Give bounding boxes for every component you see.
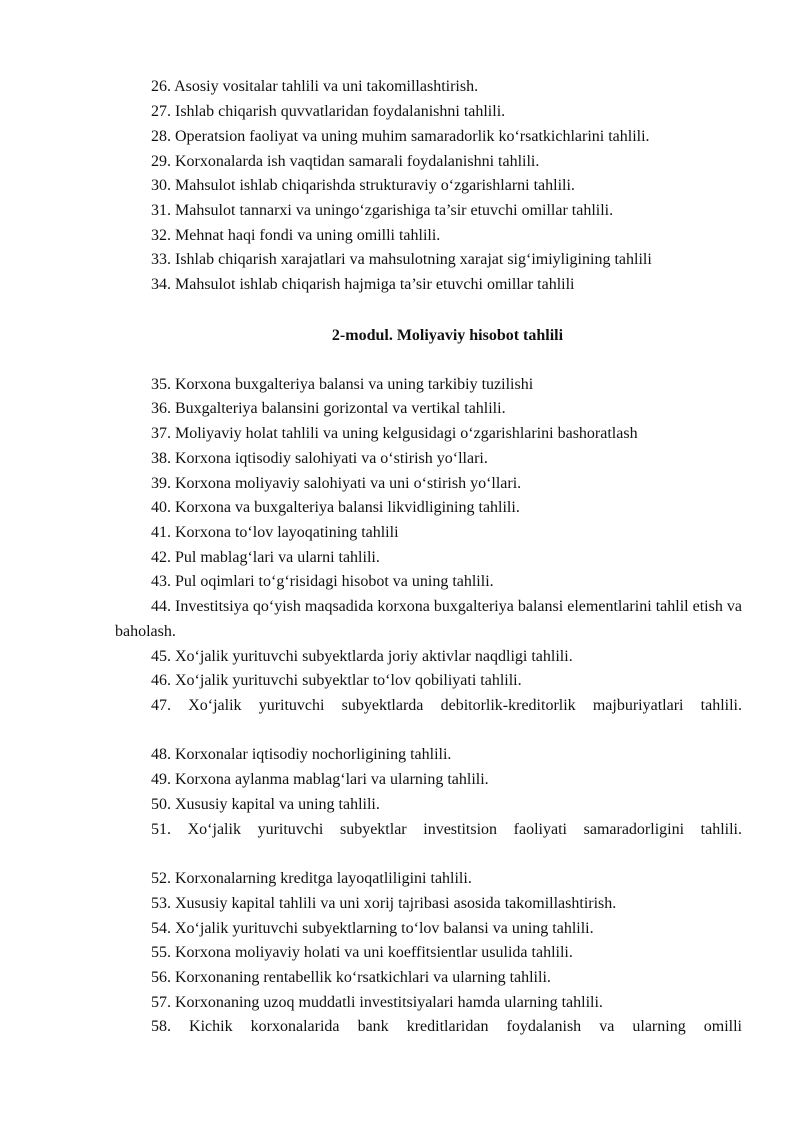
module-heading: 2-modul. Moliyaviy hisobot tahlili [331,327,564,344]
list-item: 45. Xo‘jalik yurituvchi subyektlarda joriy aktivlar naqdligi tahlili. [151,648,573,665]
list-item: 53. Xususiy kapital tahlili va uni xorij tajribasi asosida takomillashtirish. [151,895,617,912]
list-item: 38. Korxona iqtisodiy salohiyati va o‘stirish yo‘llari. [151,450,488,467]
list-item: 37. Moliyaviy holat tahlili va uning kelgusidagi o‘zgarishlarini bashoratlash [151,425,638,442]
list-item: 27. Ishlab chiqarish quvvatlaridan foydalanishni tahlili. [151,103,506,120]
list-item: 52. Korxonalarning kreditga layoqatliligini tahlili. [151,870,472,887]
list-item: 43. Pul oqimlari to‘g‘risidagi hisobot va uning tahlili. [151,573,494,590]
list-item: 47. Xo‘jalik yurituvchi subyektlarda debitorlik-kreditorlik majburiyatlari tahlili. [151,697,742,714]
list-item: 49. Korxona aylanma mablag‘lari va ularning tahlili. [151,771,489,788]
list-item: 44. Investitsiya qo‘yish maqsadida korxona buxgalteriya balansi elementlarini tahlil etish va baholash. [115,598,742,640]
list-item: 34. Mahsulot ishlab chiqarish hajmiga ta’sir etuvchi omillar tahlili [151,276,575,293]
list-item: 39. Korxona moliyaviy salohiyati va uni o‘stirish yo‘llari. [151,475,522,492]
list-item: 46. Xo‘jalik yurituvchi subyektlar to‘lov qobiliyati tahlili. [151,672,522,689]
list-item: 48. Korxonalar iqtisodiy nochorligining tahlili. [151,746,452,763]
list-item: 31. Mahsulot tannarxi va uningo‘zgarishiga ta’sir etuvchi omillar tahlili. [151,202,614,219]
list-item: 54. Xo‘jalik yurituvchi subyektlarning to‘lov balansi va uning tahlili. [151,920,594,937]
list-item: 26. Asosiy vositalar tahlili va uni takomillashtirish. [151,78,479,95]
list-item: 51. Xo‘jalik yurituvchi subyektlar investitsion faoliyati samaradorligini tahlili. [151,821,742,838]
list-item: 50. Xususiy kapital va uning tahlili. [151,796,380,813]
list-item: 57. Korxonaning uzoq muddatli investitsiyalari hamda ularning tahlili. [151,994,603,1011]
list-item: 30. Mahsulot ishlab chiqarishda strukturaviy o‘zgarishlarni tahlili. [151,177,575,194]
list-item: 41. Korxona to‘lov layoqatining tahlili [151,524,399,541]
list-item: 40. Korxona va buxgalteriya balansi likvidligining tahlili. [151,499,520,516]
list-item: 36. Buxgalteriya balansini gorizontal va vertikal tahlili. [151,400,506,417]
list-item: 55. Korxona moliyaviy holati va uni koeffitsientlar usulida tahlili. [151,944,573,961]
list-item: 56. Korxonaning rentabellik ko‘rsatkichlari va ularning tahlili. [151,969,551,986]
list-item: 42. Pul mablag‘lari va ularni tahlili. [151,549,380,566]
list-item: 35. Korxona buxgalteriya balansi va uning tarkibiy tuzilishi [151,376,534,393]
list-item: 29. Korxonalarda ish vaqtidan samarali foydalanishni tahlili. [151,153,540,170]
list-item: 58. Kichik korxonalarida bank kreditlaridan foydalanish va ularning omilli [151,1018,742,1035]
list-item: 32. Mehnat haqi fondi va uning omilli tahlili. [151,227,441,244]
list-item: 28. Operatsion faoliyat va uning muhim samaradorlik ko‘rsatkichlarini tahlili. [151,128,650,145]
list-item: 33. Ishlab chiqarish xarajatlari va mahsulotning xarajat sig‘imiyligining tahlili [151,251,652,268]
